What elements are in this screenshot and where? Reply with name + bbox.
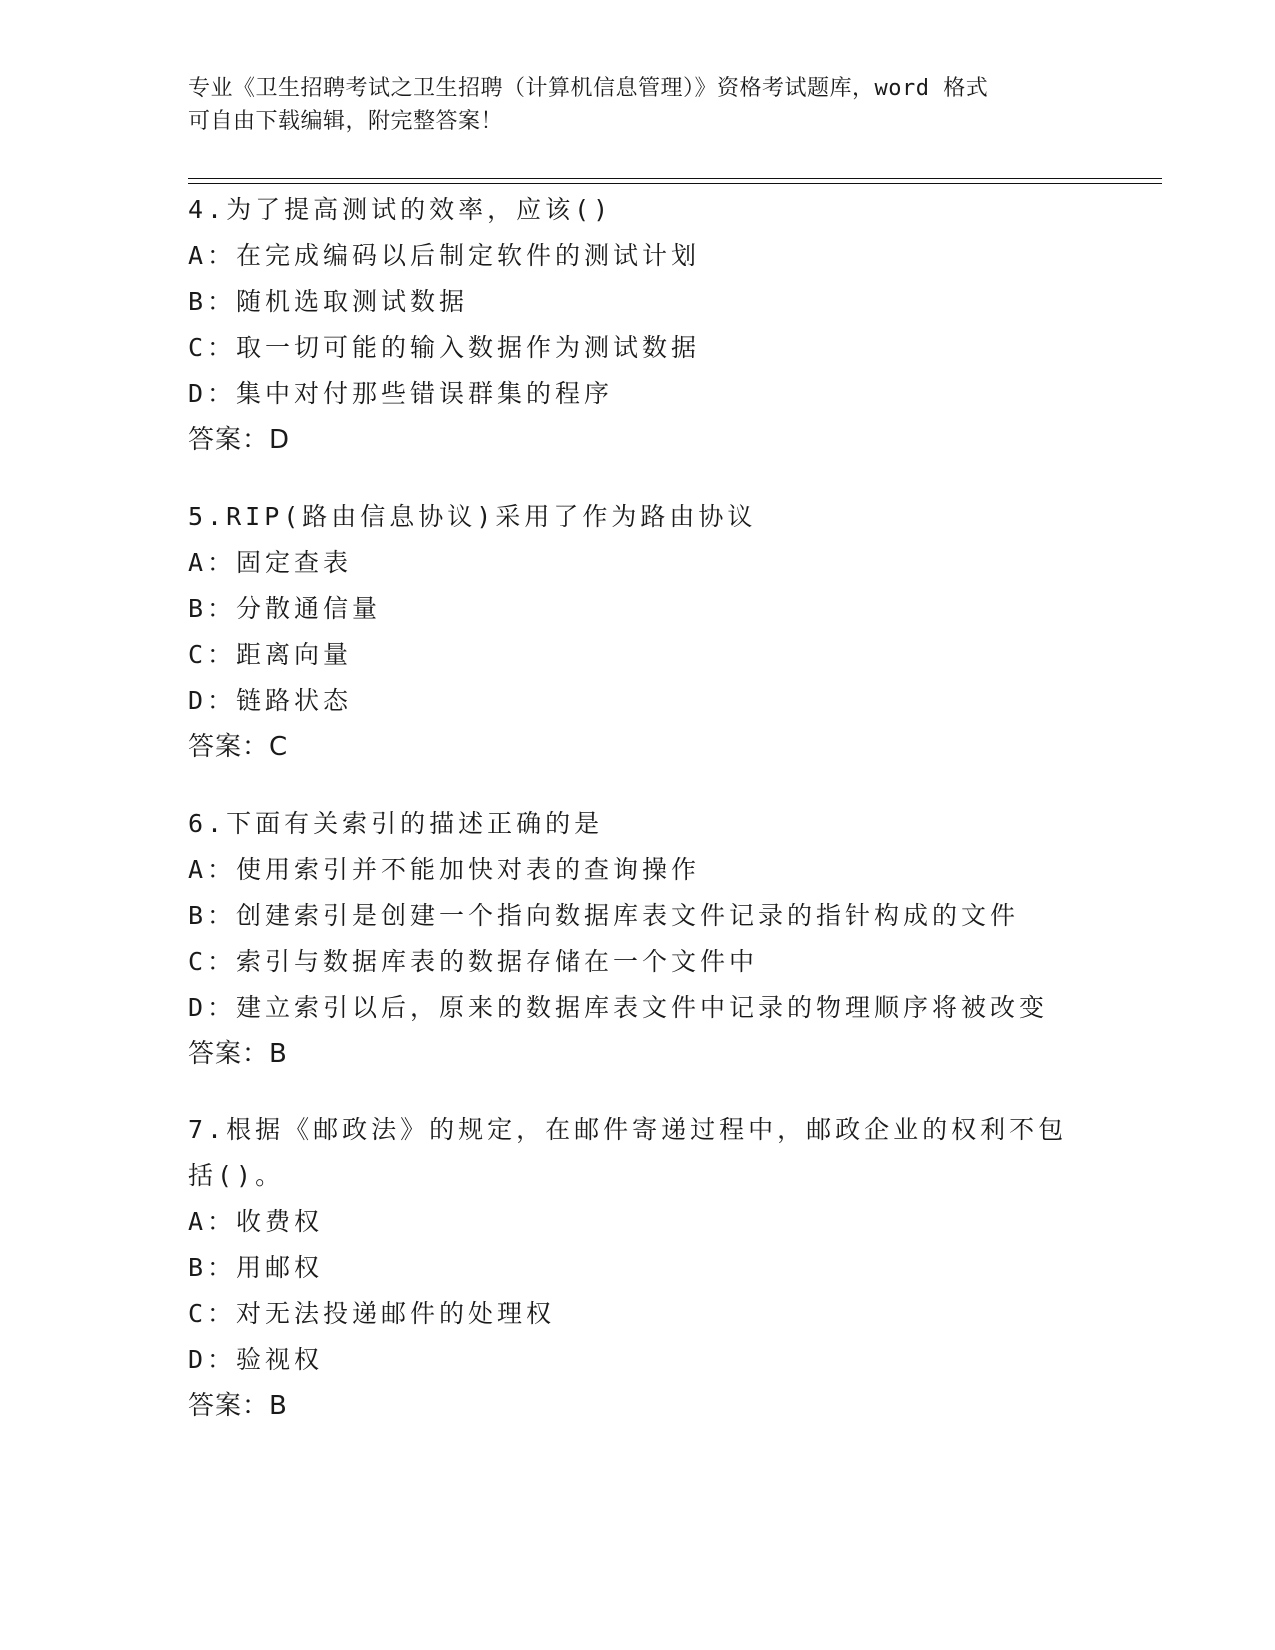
header-line-1: 专业《卫生招聘考试之卫生招聘（计算机信息管理）》资格考试题库，word 格式 (188, 76, 989, 101)
option-a: A：在完成编码以后制定软件的测试计划 (188, 241, 701, 270)
question-6 (188, 801, 1088, 1077)
option-a: A：收费权 (188, 1207, 324, 1236)
question-stem: 6.下面有关索引的描述正确的是 (188, 809, 604, 838)
header-divider-bottom (188, 183, 1162, 184)
option-b: B：创建索引是创建一个指向数据库表文件记录的指针构成的文件 (188, 901, 1020, 930)
question-5 (188, 494, 1088, 770)
question-stem: 7.根据《邮政法》的规定，在邮件寄递过程中，邮政企业的权利不包括()。 (188, 1115, 1068, 1190)
answer: 答案：C (188, 732, 289, 762)
option-d: D：验视权 (188, 1345, 324, 1374)
question-4 (188, 187, 1088, 463)
option-b: B：用邮权 (188, 1253, 324, 1282)
answer: 答案：B (188, 1391, 288, 1421)
option-b: B：随机选取测试数据 (188, 287, 469, 316)
document-header (188, 72, 1088, 138)
header-line-2: 可自由下载编辑，附完整答案！ (188, 109, 504, 134)
question-7 (188, 1107, 1088, 1429)
answer: 答案：B (188, 1039, 288, 1069)
option-c: C：取一切可能的输入数据作为测试数据 (188, 333, 701, 362)
option-a: A：使用索引并不能加快对表的查询操作 (188, 855, 701, 884)
option-b: B：分散通信量 (188, 594, 382, 623)
option-d: D：建立索引以后，原来的数据库表文件中记录的物理顺序将被改变 (188, 993, 1049, 1022)
option-c: C：索引与数据库表的数据存储在一个文件中 (188, 947, 759, 976)
option-c: C：距离向量 (188, 640, 353, 669)
question-stem: 5.RIP(路由信息协议)采用了作为路由协议 (188, 502, 757, 531)
question-stem: 4.为了提高测试的效率，应该() (188, 195, 613, 224)
option-d: D：链路状态 (188, 686, 353, 715)
option-c: C：对无法投递邮件的处理权 (188, 1299, 556, 1328)
option-a: A：固定查表 (188, 548, 353, 577)
option-d: D：集中对付那些错误群集的程序 (188, 379, 614, 408)
header-divider-top (188, 178, 1162, 179)
answer: 答案：D (188, 425, 291, 455)
